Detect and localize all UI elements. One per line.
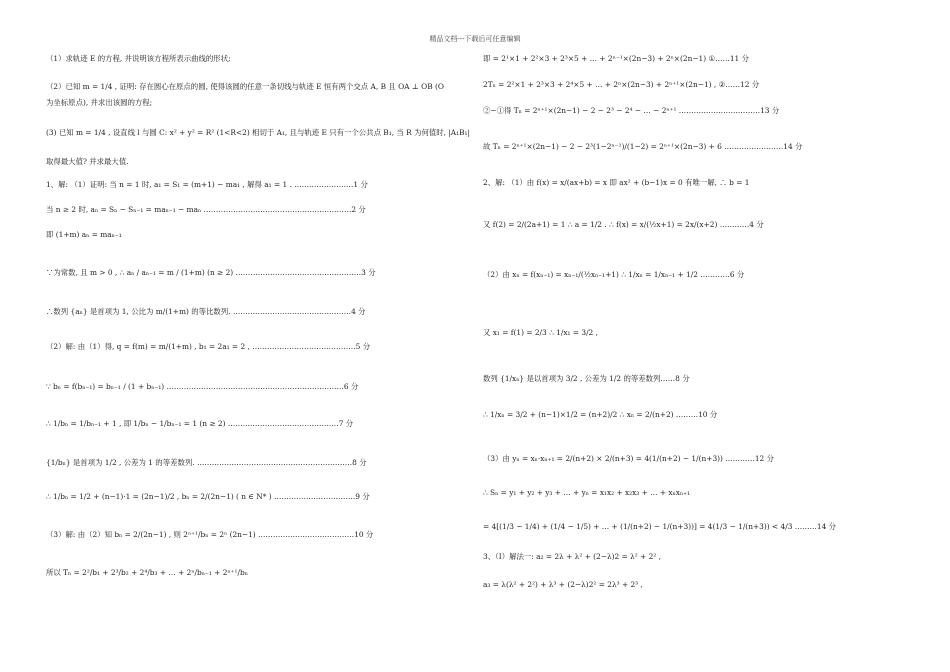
left-solution-line: 即 (1+m) aₙ = maₙ₋₁ <box>46 230 122 239</box>
right-solution-line: 又 f(2) = 2/(2a+1) = 1 ∴ a = 1/2 . ∴ f(x) = x/(½x+1) = 2x/(x+2) …………4 分 <box>483 220 764 229</box>
right-solution-line: 2、解: （1）由 f(x) = x/(ax+b) = x 即 ax² + (b−1)x = 0 有唯一解, ∴ b = 1 <box>483 178 750 187</box>
right-solution-line: 3、（Ⅰ）解法一: a₂ = 2λ + λ² + (2−λ)2 = λ² + 2² , <box>483 552 662 561</box>
right-solution-line: （3）由 yₙ = xₙ·xₙ₊₁ = 2/(n+2) × 2/(n+3) = 4(1/(n+2) − 1/(n+3)) …………12 分 <box>483 454 774 463</box>
left-solution-line: 当 n ≥ 2 时, aₙ = Sₙ − Sₙ₋₁ = maₙ₋₁ − maₙ ……………………………………………………2 分 <box>46 205 366 214</box>
right-solution-line: ∴ Sₙ = y₁ + y₂ + y₃ + … + yₙ = x₁x₂ + x₂x₃ + … + xₙxₙ₊₁ <box>483 488 691 497</box>
left-solution-line: {1/bₙ} 是首项为 1/2 , 公差为 1 的等差数列. ………………………………………………………8 分 <box>46 458 367 467</box>
right-solution-line: （2）由 xₙ = f(xₙ₋₁) = xₙ₋₁/(½xₙ₋₁+1) ∴ 1/xₙ = 1/xₙ₋₁ + 1/2 …………6 分 <box>483 270 745 279</box>
left-solution-line: ∴ 1/bₙ = 1/2 + (n−1)·1 = (2n−1)/2 , bₙ = 2/(2n−1) ( n ∈ N* ) ……………………………9 分 <box>46 492 370 501</box>
left-solution-line: （3）解: 由（2）知 bₙ = 2/(2n−1) , 则 2ⁿ⁺¹/bₙ = 2ⁿ (2n−1) …………………………………10 分 <box>46 530 374 539</box>
right-solution-line: 即 = 2¹×1 + 2²×3 + 2³×5 + … + 2ⁿ⁻¹×(2n−3) + 2ⁿ×(2n−1) ①……11 分 <box>483 54 750 63</box>
right-solution-line: 数列 {1/xₙ} 是以首项为 3/2 , 公差为 1/2 的等差数列……8 分 <box>483 374 690 383</box>
left-solution-line: (3) 已知 m = 1/4 , 设直线 l 与圆 C: x² + y² = R² (1<R<2) 相切于 A₁, 且与轨迹 E 只有一个公共点 B₁, 当 R 为何值时, |A₁B₁| <box>46 128 470 137</box>
left-solution-line: ∵为常数, 且 m > 0 , ∴ aₙ / aₙ₋₁ = m / (1+m) (n ≥ 2) ……………………………………………3 分 <box>46 268 376 277</box>
left-solution-line: 所以 Tₙ = 2²/b₁ + 2³/b₂ + 2⁴/b₃ + … + 2ⁿ/bₙ₋₁ + 2ⁿ⁺¹/bₙ <box>46 568 248 577</box>
page-header: 精品文档---下载后可任意编辑 <box>429 35 521 43</box>
left-solution-line: （2）解: 由（1）得, q = f(m) = m/(1+m) , b₁ = 2a₁ = 2 , ……………………………………5 分 <box>46 342 371 351</box>
left-solution-line: ∴数列 {aₙ} 是首项为 1, 公比为 m/(1+m) 的等比数列. …………………………………………4 分 <box>46 307 366 316</box>
left-solution-line: 为坐标原点), 并求出该圆的方程; <box>46 98 153 107</box>
left-solution-line: （2）已知 m = 1/4 , 证明: 存在圆心在原点的圆, 使得该圆的任意一条切线与轨迹 E 恒有两个交点 A, B 且 OA ⊥ OB (O <box>46 82 444 91</box>
right-solution-line: 又 x₁ = f(1) = 2/3 ∴ 1/x₁ = 3/2 , <box>483 328 598 337</box>
right-solution-line: ②−①得 Tₙ = 2ⁿ⁺¹×(2n−1) − 2 − 2³ − 2⁴ − … − 2ⁿ⁺¹ ……………………………13 分 <box>483 106 780 115</box>
left-solution-line: ∵ bₙ = f(bₙ₋₁) = bₙ₋₁ / (1 + bₙ₋₁) ………………………………………………………………6 分 <box>46 382 359 391</box>
right-solution-line: 故 Tₙ = 2ⁿ⁺¹×(2n−1) − 2 − 2³(1−2ⁿ⁻¹)/(1−2) = 2ⁿ⁺¹×(2n−3) + 6 ……………………14 分 <box>483 142 803 151</box>
right-solution-line: ∴ 1/xₙ = 3/2 + (n−1)×1/2 = (n+2)/2 ∴ xₙ = 2/(n+2) ………10 分 <box>483 410 718 419</box>
left-solution-line: （1）求轨迹 E 的方程, 并说明该方程所表示曲线的形状; <box>46 54 231 63</box>
right-solution-line: = 4[(1/3 − 1/4) + (1/4 − 1/5) + … + (1/(n+2) − 1/(n+3))] = 4(1/3 − 1/(n+3)) < 4/3 ………14 分 <box>483 522 837 531</box>
right-solution-line: 2Tₙ = 2²×1 + 2³×3 + 2⁴×5 + … + 2ⁿ×(2n−3) + 2ⁿ⁺¹×(2n−1) , ②……12 分 <box>483 80 760 89</box>
right-solution-line: a₃ = λ(λ² + 2²) + λ³ + (2−λ)2² = 2λ³ + 2³ , <box>483 580 643 589</box>
left-solution-line: ∴ 1/bₙ = 1/bₙ₋₁ + 1 , 即 1/bₙ − 1/bₙ₋₁ = 1 (n ≥ 2) ………………………………………7 分 <box>46 419 354 428</box>
left-solution-line: 取得最大值? 并求最大值. <box>46 157 129 166</box>
left-solution-line: 1、解: （1）证明: 当 n = 1 时, a₁ = S₁ = (m+1) − ma₁ , 解得 a₁ = 1 . ……………………1 分 <box>46 180 368 189</box>
